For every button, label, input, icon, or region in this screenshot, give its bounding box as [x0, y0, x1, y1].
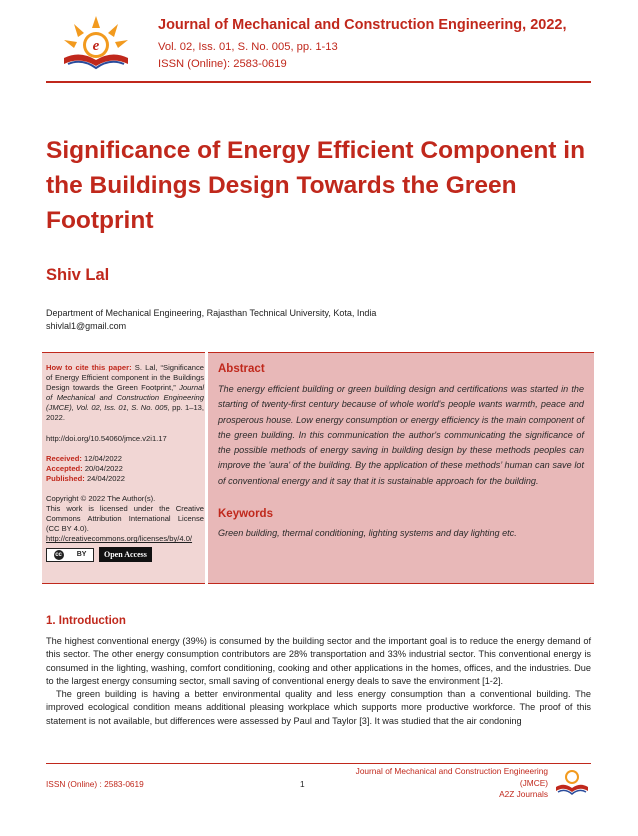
- by-label: BY: [76, 550, 87, 558]
- issn-info: ISSN (Online): 2583-0619: [158, 58, 287, 70]
- keywords-text: Green building, thermal conditioning, lighting systems and day lighting etc.: [218, 528, 517, 539]
- doi-link[interactable]: http://doi.org/10.54060/jmce.v2i1.17: [46, 433, 167, 443]
- license-link[interactable]: http://creativecommons.org/licenses/by/4.0/: [46, 534, 193, 544]
- accepted-date: Accepted: 20/04/2022: [46, 463, 123, 473]
- affiliation-block: [46, 307, 376, 333]
- footer-abbr: (JMCE): [519, 777, 548, 788]
- published-date: Published: 24/04/2022: [46, 473, 125, 483]
- abstract-heading: Abstract: [218, 363, 265, 375]
- cc-by-badge[interactable]: [46, 548, 94, 562]
- keywords-heading: Keywords: [218, 508, 273, 521]
- svg-text:e: e: [92, 38, 100, 54]
- cite-text: S. Lal, “Significance of Energy Efficient component in the Buildings Design towards the Green Footprint,”: [46, 363, 204, 393]
- footer-journal-name: Journal of Mechanical and Construction Engineering: [355, 766, 548, 776]
- paragraph: The highest conventional energy (39%) is consumed by the building sector and the important goal is to reduce the energy demand of this sector. The other energy consumption contributors are 28% transportation and 33% industrial sector. This conventional energy is consumed in the lighting, washing, comfort conditioning, cooking and other applications in the homes, offices, and the industries. Due to the largest energy consuming sector, small saving of conventional energy deals to save the environment [1-2].: [46, 636, 591, 686]
- author-email[interactable]: shivlal1@gmail.com: [46, 321, 127, 331]
- paragraph: The green building is having a better environmental quality and less energy consumption than a conventional building. The improved ecological condition means additional pleasing workplace which supports more productive workforce. The proof of this statement is not available, but differences were assessed by Paul and Taylor [3]. It was studied that the air condoning: [46, 689, 591, 726]
- received-date: Received: 12/04/2022: [46, 453, 123, 463]
- abstract-box: [208, 352, 594, 584]
- introduction-heading: 1. Introduction: [46, 615, 126, 627]
- page-number: 1: [300, 779, 305, 789]
- license-badges: [46, 547, 204, 562]
- journal-logo: [50, 12, 142, 74]
- journal-title: Journal of Mechanical and Construction Engineering, 2022,: [158, 17, 567, 33]
- publisher-logo-icon: [552, 765, 592, 797]
- license-text: This work is licensed under the Creative Commons Attribution International License (CC BY 4.0).: [46, 504, 204, 534]
- footer-publisher: A2Z Journals: [499, 789, 548, 799]
- author-name: Shiv Lal: [46, 266, 110, 284]
- footer-journal: [320, 766, 548, 801]
- header-divider: [46, 81, 591, 83]
- volume-info: Vol. 02, Iss. 01, S. No. 005, pp. 1-13: [158, 41, 338, 53]
- cite-pages: pp. 1–13, 2022.: [46, 403, 204, 423]
- footer-issn: ISSN (Online) : 2583-0619: [46, 779, 144, 789]
- footer-divider: [46, 763, 591, 764]
- copyright: Copyright © 2022 The Author(s).: [46, 493, 156, 503]
- citation: [46, 363, 204, 424]
- cite-journal: Journal of Mechanical and Construction Engineering (JMCE), Vol. 02, Iss. 01, S. No. 005,: [46, 383, 204, 413]
- introduction-body: [46, 635, 591, 728]
- citation-box: [42, 352, 205, 584]
- paper-title: Significance of Energy Efficient Component in the Buildings Design Towards the Green Footprint: [46, 137, 586, 234]
- abstract-text: The energy efficient building or green building design and certifications was started in the starting of twenty-first century because of whole world's people wants warmth, peace and prosperous house. Low energy consumption or energy efficiency is the main component of the green building. In this communication the author's communicating the significance of the possible methods of energy saving in building design by these methods peoples can improve the 'aura' of the building. By the application of these methods’ human can save lot of conventional energy and it say that it is sustainable approach for the building.: [218, 384, 584, 486]
- cite-label: How to cite this paper:: [46, 363, 132, 372]
- cc-icon: cc: [55, 551, 62, 558]
- open-access-badge: Open Access: [99, 547, 152, 562]
- affiliation: Department of Mechanical Engineering, Rajasthan Technical University, Kota, India: [46, 308, 377, 318]
